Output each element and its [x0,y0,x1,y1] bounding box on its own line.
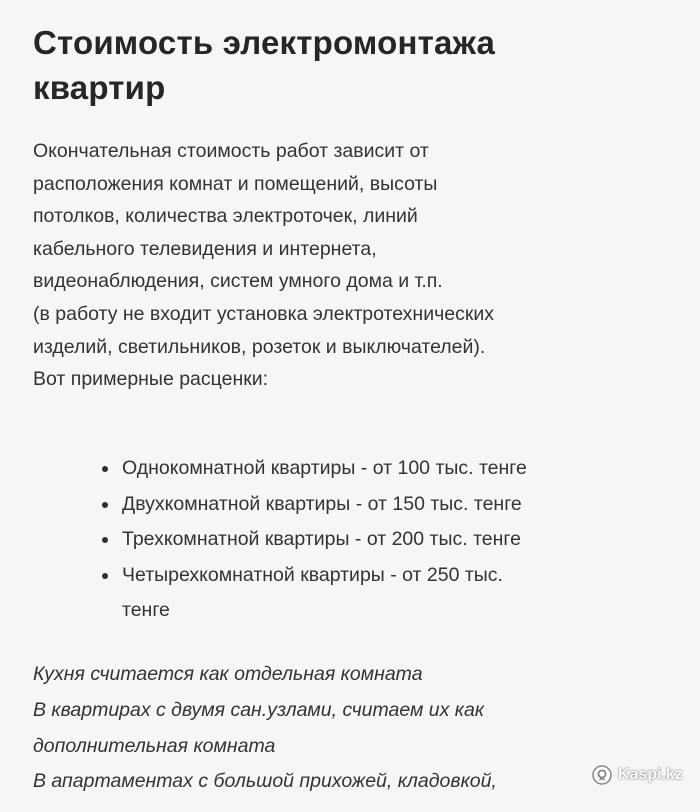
intro-line: Вот примерные расценки: [33,368,269,391]
price-item-text: Однокомнатной квартиры - от 100 тыс. тенге [122,457,527,479]
price-item-text: Четырехкомнатной квартиры - от 250 тыс. [122,563,503,586]
price-item-text-continued: тенге [122,599,170,621]
kaspi-logo-icon [592,765,612,785]
page-title [33,20,673,110]
notes-paragraph [33,657,683,800]
title-line-2: квартир [33,69,166,106]
intro-line: Окончательная стоимость работ зависит от [33,140,429,162]
intro-line: расположения комнат и помещений, высоты [33,172,438,195]
intro-line: изделий, светильников, розеток и выключателей). [33,335,486,358]
price-list-item [100,522,680,558]
note-line: дополнительная комната [33,734,276,757]
price-list [100,451,680,629]
intro-line: кабельного телевидения и интернета, [33,237,377,260]
price-list-item [100,451,680,487]
intro-line: потолков, количества электроточек, линий [33,205,418,228]
kaspi-watermark [592,764,683,786]
price-item-text: Трехкомнатной квартиры - от 200 тыс. тенге [122,528,521,550]
intro-paragraph [33,135,683,396]
note-line: Кухня считается как отдельная комната [33,663,423,685]
price-list-item [100,487,680,523]
price-item-text: Двухкомнатной квартиры - от 150 тыс. тенге [122,492,522,515]
title-line-1: Стоимость электромонтажа [33,24,496,61]
price-list-item [100,558,680,629]
intro-line: (в работу не входит установка электротехнических [33,302,495,325]
watermark-text: Kaspi.kz [618,766,683,783]
note-line: В апартаментах с большой прихожей, кладовкой, [33,770,497,793]
intro-line: видеонаблюдения, систем умного дома и т.п. [33,270,443,293]
note-line: В квартирах с двумя сан.узлами, считаем их как [33,698,485,721]
